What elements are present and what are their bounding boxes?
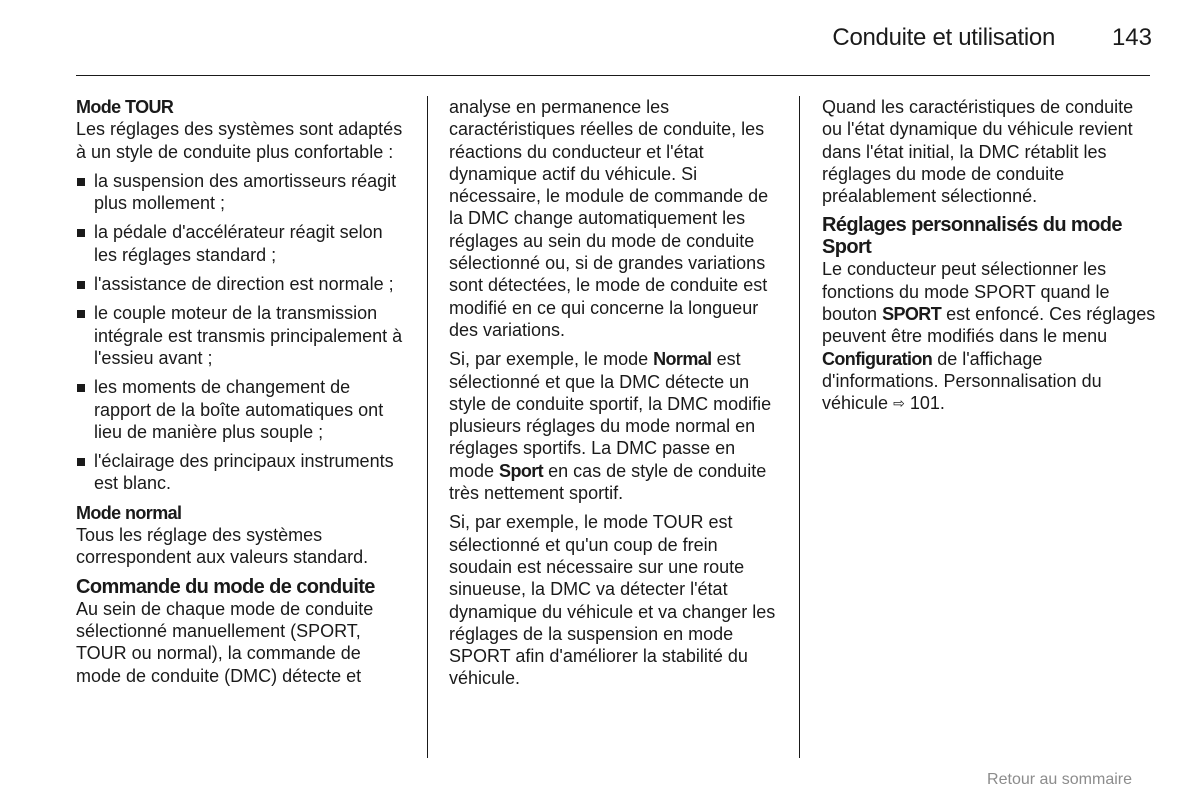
list-item: la pédale d'accélérateur réagit selon les réglages standard ; xyxy=(76,221,410,266)
paragraph-normal: Tous les réglage des systèmes correspondent aux valeurs standard. xyxy=(76,525,369,568)
list-item: les moments de changement de rapport de la boîte automatiques ont lieu de manière plus souple ; xyxy=(76,376,410,443)
column-3 xyxy=(822,96,1156,422)
heading-commande-mode: Commande du mode de conduite xyxy=(76,575,375,598)
bold-sport-button: SPORT xyxy=(882,304,942,325)
heading-reglages-sport: Réglages personnalisés du mode Sport xyxy=(822,214,1122,259)
paragraph-commande: Au sein de chaque mode de conduite sélectionné manuellement (SPORT, TOUR ou normal), la commande de mode de conduite (DMC) détecte et xyxy=(76,598,374,686)
list-item: l'assistance de direction est normale ; xyxy=(76,273,410,295)
paragraph-return-initial: Quand les caractéristiques de conduite ou l'état dynamique du véhicule revient dans l'état initial, la DMC rétablit les réglages du mode de conduite préalablement sélectionné. xyxy=(822,97,1134,207)
header-rule xyxy=(76,75,1150,76)
column-divider xyxy=(799,96,800,758)
paragraph-dmc-analysis: analyse en permanence les caractéristiques réelles de conduite, les réactions du conducteur et l'état dynamique actif du véhicule. Si nécessaire, le module de commande de la DMC change automatiquement les réglages au sein du mode de conduite sélectionné ou, si de grandes variations sont détectées, le mode de conduite est modifié en ce qui concerne la longueur des variations. xyxy=(449,97,769,340)
bold-configuration: Configuration xyxy=(822,348,933,369)
page-number: 143 xyxy=(1111,24,1152,51)
bold-normal: Normal xyxy=(653,349,712,370)
paragraph-tour-intro: Les réglages des systèmes sont adaptés à un style de conduite plus confortable : xyxy=(76,119,403,162)
paragraph-example-normal: Si, par exemple, le mode Normal est sélectionné et que la DMC détecte un style de conduite sportif, la DMC modifie plusieurs réglages du mode normal en réglages sportifs. La DMC passe en mode Sport en cas de style de conduite très nettement sportif. xyxy=(449,349,772,504)
paragraph-custom-sport: Le conducteur peut sélectionner les fonctions du mode SPORT quand le bouton SPORT est enfoncé. Ces réglages peuvent être modifiés dans le menu Configuration de l'affichage d'informations. Personnalisation du véhicule ⇨ 101. xyxy=(822,259,1156,414)
square-bullet-icon xyxy=(77,178,85,186)
page-header-title: Conduite et utilisation xyxy=(832,24,1055,51)
tour-list xyxy=(76,170,410,495)
column-2 xyxy=(449,96,783,697)
list-item: la suspension des amortisseurs réagit plus mollement ; xyxy=(76,170,410,215)
paragraph-example-tour: Si, par exemple, le mode TOUR est sélectionné et qu'un coup de frein soudain est nécessaire sur une route sinueuse, la DMC va détecter l'état dynamique du véhicule et va changer les réglages de la suspension en mode SPORT afin d'améliorer la stabilité du véhicule. xyxy=(449,512,776,689)
square-bullet-icon xyxy=(77,458,85,466)
arrow-right-icon: ⇨ xyxy=(893,395,905,412)
bold-sport: Sport xyxy=(499,460,544,481)
column-divider xyxy=(427,96,428,758)
list-item: l'éclairage des principaux instruments est blanc. xyxy=(76,450,410,495)
heading-mode-tour: Mode TOUR xyxy=(76,97,174,117)
heading-mode-normal: Mode normal xyxy=(76,502,182,523)
page-reference-link[interactable]: 101. xyxy=(909,393,945,414)
square-bullet-icon xyxy=(77,310,85,318)
square-bullet-icon xyxy=(77,229,85,237)
column-1 xyxy=(76,96,410,694)
square-bullet-icon xyxy=(77,384,85,392)
list-item: le couple moteur de la transmission intégrale est transmis principalement à l'essieu avant ; xyxy=(76,302,410,369)
return-to-summary-link[interactable]: Retour au sommaire xyxy=(987,771,1132,788)
square-bullet-icon xyxy=(77,281,85,289)
